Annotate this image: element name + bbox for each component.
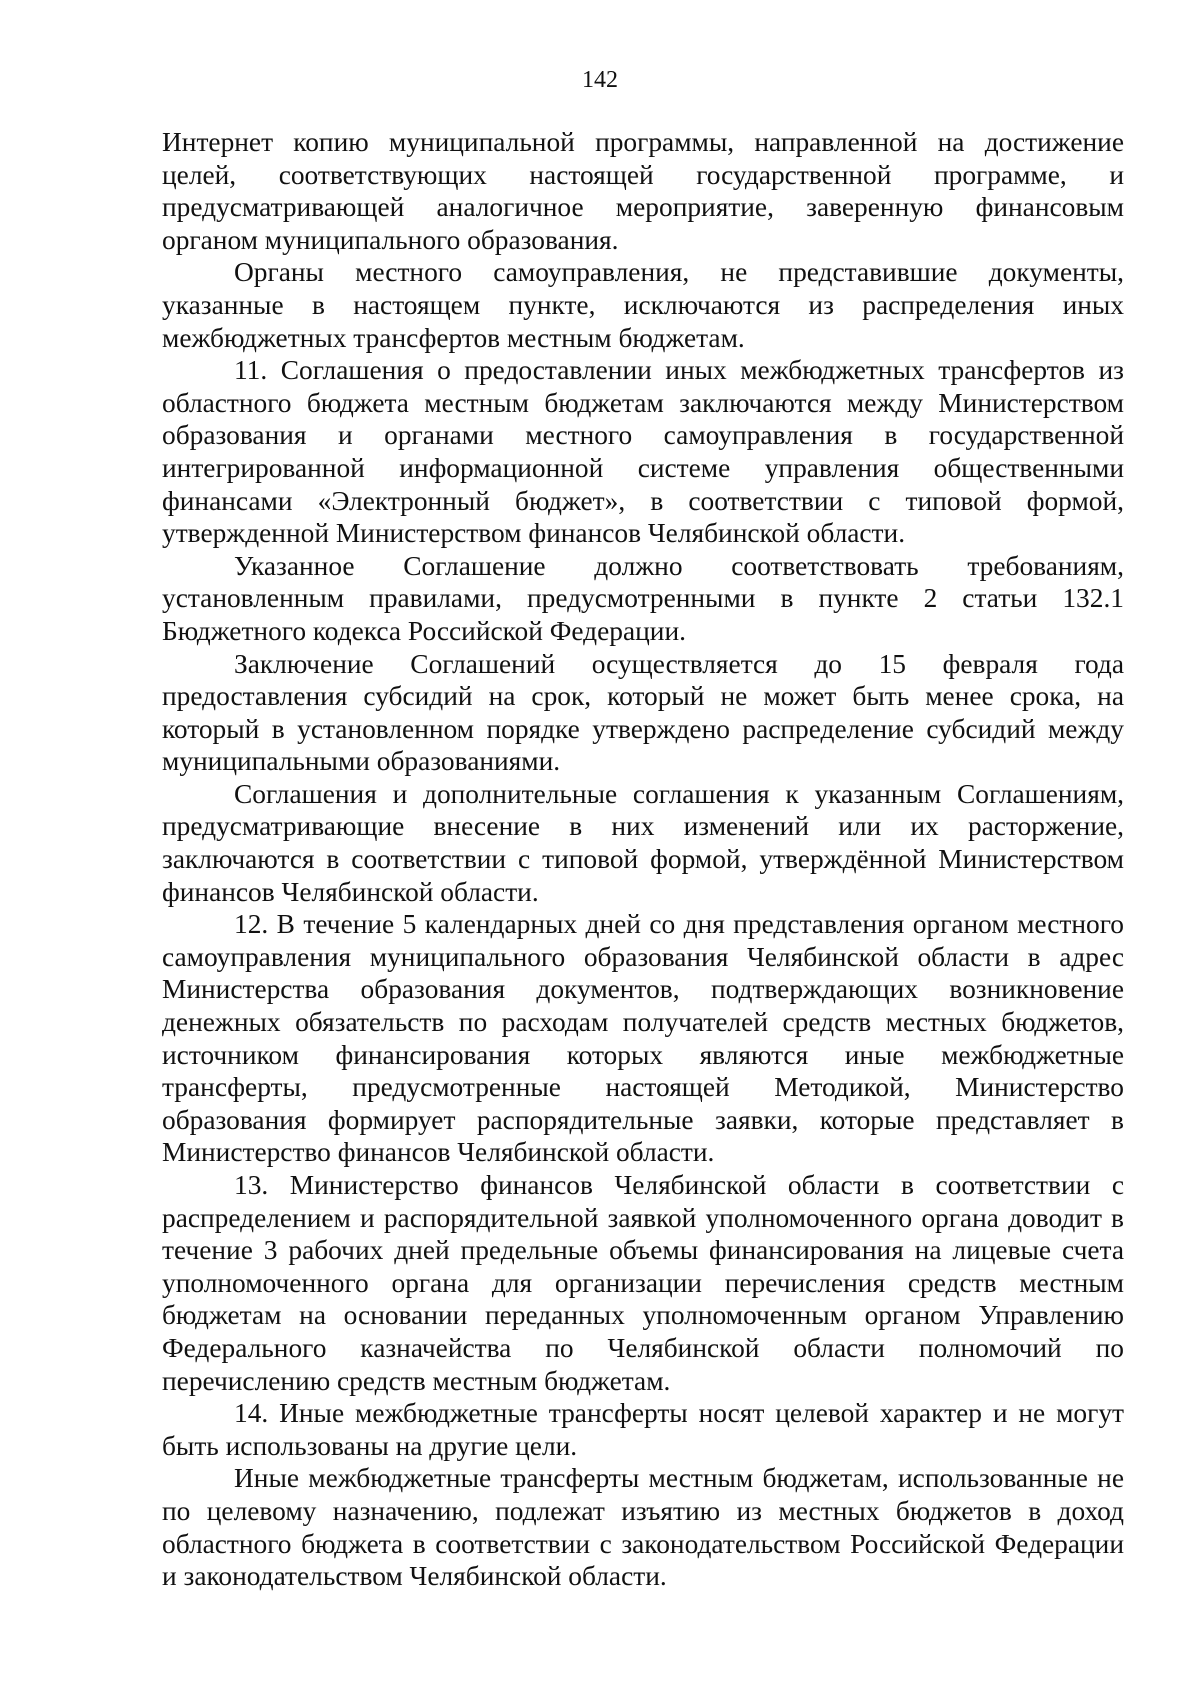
paragraph-7: 12. В течение 5 календарных дней со дня представления органом местного самоуправления муниципального образования Челябинской области в адрес Министерства образования документов, подтверждающих возникновение денежных обязательств по расходам получателей средств местных бюджетов, источником финансирования которых являются иные межбюджетные трансферты, предусмотренные настоящей Методикой, Министерство образования формирует распорядительные заявки, которые представляет в Министерство финансов Челябинской области. bbox=[162, 909, 1124, 1168]
paragraph-5: Заключение Соглашений осуществляется до 15 февраля года предоставления субсидий на срок, который не может быть менее срока, на который в установленном порядке утверждено распределение субсидий между муниципальными образованиями. bbox=[162, 648, 1124, 777]
paragraph-4: Указанное Соглашение должно соответствовать требованиям, установленным правилами, предусмотренными в пункте 2 статьи 132.1 Бюджетного кодекса Российской Федерации. bbox=[162, 550, 1124, 646]
paragraph-2: Органы местного самоуправления, не представившие документы, указанные в настоящем пункте, исключаются из распределения иных межбюджетных трансфертов местным бюджетам. bbox=[162, 257, 1124, 353]
paragraph-6: Соглашения и дополнительные соглашения к указанным Соглашениям, предусматривающие внесение в них изменений или их расторжение, заключаются в соответствии с типовой формой, утверждённой Министерством финансов Челябинской области. bbox=[162, 778, 1124, 907]
paragraph-9: 14. Иные межбюджетные трансферты носят целевой характер и не могут быть использованы на другие цели. bbox=[162, 1398, 1124, 1461]
page-number: 142 bbox=[582, 67, 618, 93]
paragraph-10: Иные межбюджетные трансферты местным бюджетам, использованные не по целевому назначению, подлежат изъятию из местных бюджетов в доход областного бюджета в соответствии с законодательством Российской Федерации и законодательством Челябинской области. bbox=[162, 1463, 1124, 1592]
paragraph-8: 13. Министерство финансов Челябинской области в соответствии с распределением и распорядительной заявкой уполномоченного органа доводит в течение 3 рабочих дней предельные объемы финансирования на лицевые счета уполномоченного органа для организации перечисления средств местным бюджетам на основании переданных уполномоченным органом Управлению Федерального казначейства по Челябинской области полномочий по перечислению средств местным бюджетам. bbox=[162, 1170, 1124, 1396]
paragraph-1: Интернет копию муниципальной программы, направленной на достижение целей, соответствующих настоящей государственной программе, и предусматривающей аналогичное мероприятие, заверенную финансовым органом муниципального образования. bbox=[162, 127, 1124, 255]
paragraph-3: 11. Соглашения о предоставлении иных межбюджетных трансфертов из областного бюджета местным бюджетам заключаются между Министерством образования и органами местного самоуправления в государственной интегрированной информационной системе управления общественными финансами «Электронный бюджет», в соответствии с типовой формой, утвержденной Министерством финансов Челябинской области. bbox=[162, 355, 1124, 549]
document-body bbox=[162, 126, 1124, 1593]
